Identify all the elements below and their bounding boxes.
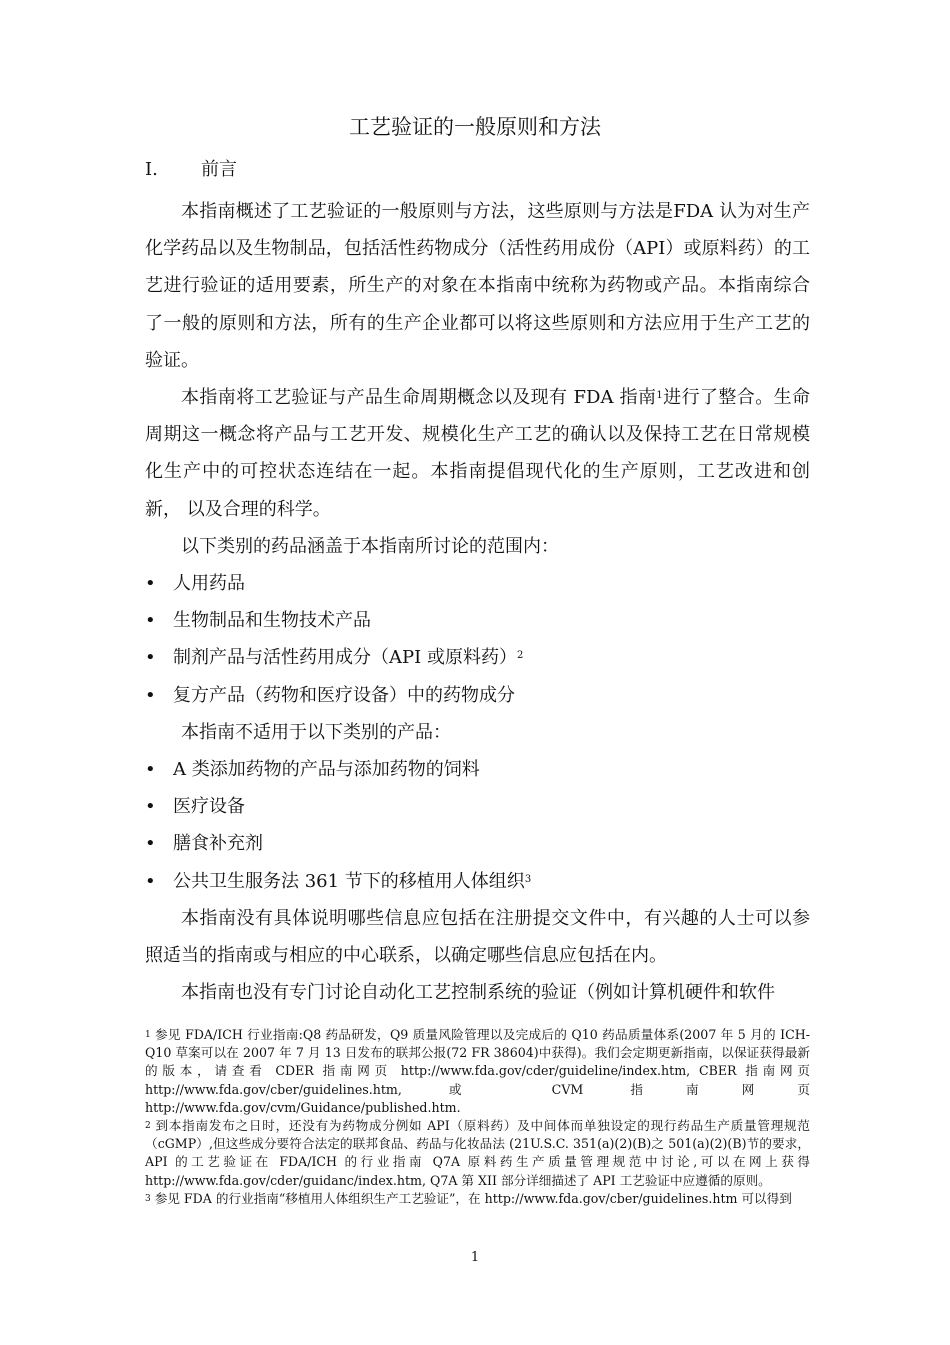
list-item xyxy=(145,602,810,639)
paragraph-2-part-b: 进行了整合。生命周期这一概念将产品与工艺开发、规模化生产工艺的确认以及保持工艺在日常规模化生产中的可控状态连结在一起。本指南提倡现代化的生产原则，工艺改进和创新， 以及合理的科学。 xyxy=(145,387,810,520)
footnote-1 xyxy=(145,1026,810,1117)
list-item xyxy=(145,565,810,602)
list-item-text: 人用药品 xyxy=(173,573,245,595)
excluded-list xyxy=(145,751,810,900)
footnote-mark: 3 xyxy=(145,1193,151,1204)
list-item xyxy=(145,788,810,825)
bullet-icon: • xyxy=(145,796,156,818)
page-number: 1 xyxy=(470,1250,480,1265)
list-item-text: 制剂产品与活性药用成分（API 或原料药） xyxy=(173,647,517,669)
footnote-3 xyxy=(145,1190,810,1208)
bullet-icon: • xyxy=(145,573,156,595)
footnote-2 xyxy=(145,1117,810,1190)
body-text xyxy=(145,193,810,1011)
paragraph-3: 以下类别的药品涵盖于本指南所讨论的范围内： xyxy=(181,535,559,557)
section-title: 前言 xyxy=(201,159,237,180)
section-number: I. xyxy=(145,159,158,180)
list-item-text: A 类添加药物的产品与添加药物的饲料 xyxy=(173,759,480,781)
paragraph-6: 本指南也没有专门讨论自动化工艺控制系统的验证（例如计算机硬件和软件 xyxy=(181,982,775,1004)
paragraph-5: 本指南没有具体说明哪些信息应包括在注册提交文件中，有兴趣的人士可以参照适当的指南或与相应的中心联系，以确定哪些信息应包括在内。 xyxy=(145,907,810,967)
list-item-text: 生物制品和生物技术产品 xyxy=(173,610,371,632)
footnote-ref-3: 3 xyxy=(524,873,532,885)
bullet-icon: • xyxy=(145,610,156,632)
paragraph-2-part-a: 本指南将工艺验证与产品生命周期概念以及现有 FDA 指南 xyxy=(181,387,657,409)
list-item-text: 复方产品（药物和医疗设备）中的药物成分 xyxy=(173,684,515,706)
footnote-text: 参见 FDA/ICH 行业指南:Q8 药品研发，Q9 质量风险管理以及完成后的 Q10 药品质量体系(2007 年 5 月的 ICH-Q10 草案可以在 2007 年 7 月 13 日发布的联邦公报(72 FR 38604)中获得)。我们会定期更新指南，以保证获得最新的版本，请查看 CDER 指南网页 http://www.fda.gov/cder/guideline/index.htm, CBER 指南网页 http://www.fda.gov/cber/guidelines.htm, 或 CVM 指南网页 http://www.fda.gov/cvm/Guidance/published.htm. xyxy=(145,1027,810,1115)
document-title: 工艺验证的一般原则和方法 xyxy=(349,115,601,139)
list-item xyxy=(145,677,810,714)
footnote-text: 到本指南发布之日时，还没有为药物成分例如 API（原料药）及中间体而单独设定的现行药品生产质量管理规范（cGMP）,但这些成分要符合法定的联邦食品、药品与化妆品法 (21U.S.C. 351(a)(2)(B)之 501(a)(2)(B)节的要求，API 的工艺验证在 FDA/ICH 的行业指南 Q7A 原料药生产质量管理规范中讨论,可以在网上获得 http://www.fda.gov/cder/guidanc/index.htm, Q7A 第 XII 部分详细描述了 API 工艺验证中应遵循的原则。 xyxy=(145,1118,810,1188)
bullet-icon: • xyxy=(145,833,156,855)
list-item-text: 公共卫生服务法 361 节下的移植用人体组织 xyxy=(173,870,525,892)
footnote-mark: 2 xyxy=(145,1121,151,1132)
paragraph-1: 本指南概述了工艺验证的一般原则与方法，这些原则与方法是FDA 认为对生产化学药品以及生物制品，包括活性药物成分（活性药用成份（API）或原料药）的工艺进行验证的适用要素，所生产的对象在本指南中统称为药物或产品。本指南综合了一般的原则和方法，所有的生产企业都可以将这些原则和方法应用于生产工艺的验证。 xyxy=(145,201,810,371)
footnotes xyxy=(145,1026,810,1208)
bullet-icon: • xyxy=(145,870,156,892)
list-item-text: 医疗设备 xyxy=(173,796,245,818)
footnote-ref-2: 2 xyxy=(516,650,524,662)
paragraph-4: 本指南不适用于以下类别的产品： xyxy=(181,721,451,743)
paragraph-2 xyxy=(145,379,810,528)
footnote-ref-1: 1 xyxy=(656,390,663,402)
list-item xyxy=(145,825,810,862)
bullet-icon: • xyxy=(145,759,156,781)
list-item xyxy=(145,639,810,676)
list-item xyxy=(145,751,810,788)
included-list xyxy=(145,565,810,714)
section-heading xyxy=(145,156,237,184)
footnote-mark: 1 xyxy=(145,1030,151,1040)
list-item xyxy=(145,863,810,900)
bullet-icon: • xyxy=(145,647,156,669)
footnote-text: 参见 FDA 的行业指南“移植用人体组织生产工艺验证”，在 http://www.fda.gov/cber/guidelines.htm 可以得到 xyxy=(154,1190,792,1206)
bullet-icon: • xyxy=(145,684,156,706)
list-item-text: 膳食补充剂 xyxy=(173,833,263,855)
